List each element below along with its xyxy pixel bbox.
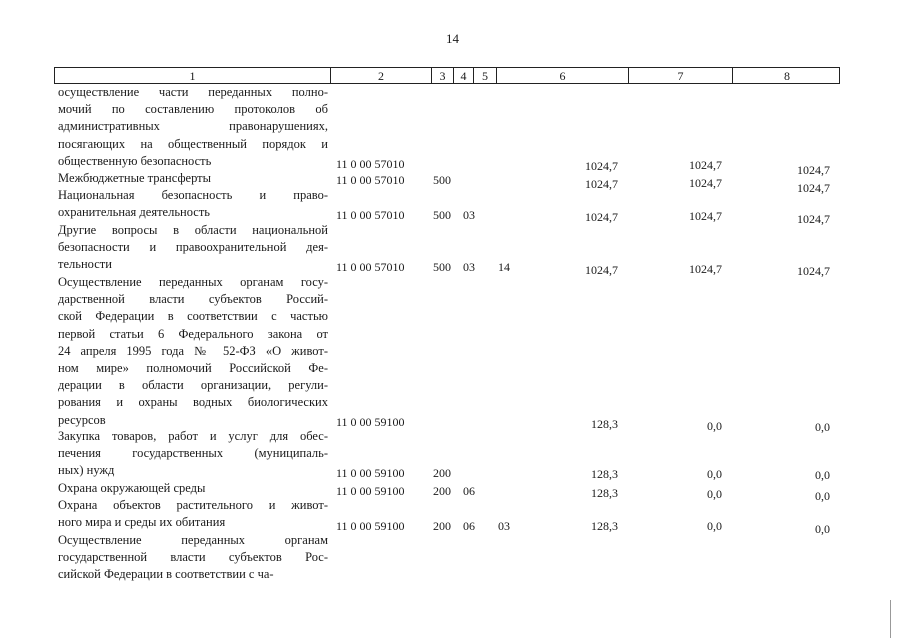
description-line: печения государственных (муниципаль- — [58, 446, 328, 461]
row-description — [58, 532, 328, 584]
description-line: сийской Федерации в соответствии с ча- — [58, 567, 274, 582]
description-line: Охрана объектов растительного и живот- — [58, 498, 328, 512]
description-line: рования и охраны водных биологических — [58, 395, 328, 410]
table-header — [54, 67, 840, 84]
description-line: охранительная деятельность — [58, 205, 210, 220]
amount-col-6: 1024,7 — [585, 263, 618, 277]
description-line: Межбюджетные трансферты — [58, 171, 212, 185]
scan-edge-line — [890, 600, 891, 638]
description-line: Охрана окружающей среды — [58, 481, 206, 495]
amount-col-6: 128,3 — [591, 467, 618, 481]
amount-col-7: 1024,7 — [689, 262, 722, 276]
description-line: посягающих на общественный порядок и — [58, 136, 328, 151]
target-article-code: 11 0 00 59100 — [336, 415, 405, 429]
amount-col-8: 1024,7 — [797, 181, 830, 195]
section-code: 06 — [463, 519, 475, 533]
row-description — [58, 497, 328, 531]
description-line: ного мира и среды их обитания — [58, 515, 226, 530]
amount-col-7: 0,0 — [707, 419, 722, 433]
amount-col-8: 0,0 — [815, 489, 830, 503]
header-col-3: 3 — [432, 68, 454, 83]
row-description — [58, 428, 328, 480]
section-code: 03 — [463, 208, 475, 222]
amount-col-6: 1024,7 — [585, 159, 618, 173]
amount-col-8: 0,0 — [815, 522, 830, 536]
section-code: 03 — [463, 260, 475, 274]
target-article-code: 11 0 00 57010 — [336, 208, 405, 222]
section-code: 06 — [463, 484, 475, 498]
row-description — [58, 170, 328, 187]
amount-col-8: 0,0 — [815, 468, 830, 482]
description-line: осуществление части переданных полно- — [58, 85, 328, 99]
description-line: ской Федерации в соответствии с частью — [58, 309, 328, 324]
expense-type-code: 500 — [433, 260, 451, 274]
amount-col-6: 128,3 — [591, 519, 618, 533]
amount-col-7: 0,0 — [707, 487, 722, 501]
description-line: 24 апреля 1995 года № 52-ФЗ «О живот- — [58, 343, 328, 358]
row-description — [58, 222, 328, 274]
amount-col-6: 1024,7 — [585, 210, 618, 224]
description-line: Другие вопросы в области национальной — [58, 223, 328, 237]
description-line: административных правонарушениях, — [58, 119, 328, 134]
amount-col-6: 1024,7 — [585, 177, 618, 191]
target-article-code: 11 0 00 57010 — [336, 260, 405, 274]
amount-col-7: 0,0 — [707, 519, 722, 533]
description-line: государственной власти субъектов Рос- — [58, 550, 328, 565]
header-col-5: 5 — [474, 68, 497, 83]
description-line: тельности — [58, 257, 112, 272]
amount-col-7: 1024,7 — [689, 176, 722, 190]
description-line: мочий по составлению протоколов об — [58, 102, 328, 117]
description-line: Национальная безопасность и право- — [58, 188, 328, 202]
amount-col-8: 0,0 — [815, 420, 830, 434]
expense-type-code: 200 — [433, 466, 451, 480]
row-description — [58, 480, 328, 497]
description-line: общественную безопасность — [58, 153, 212, 168]
target-article-code: 11 0 00 57010 — [336, 173, 405, 187]
row-description — [58, 274, 328, 429]
description-line: безопасности и правоохранительной дея- — [58, 240, 328, 255]
amount-col-6: 128,3 — [591, 486, 618, 500]
page-number: 14 — [446, 31, 459, 46]
target-article-code: 11 0 00 59100 — [336, 484, 405, 498]
amount-col-8: 1024,7 — [797, 264, 830, 278]
description-line: дарственной власти субъектов Россий- — [58, 292, 328, 307]
header-col-2: 2 — [331, 68, 432, 83]
description-line: Закупка товаров, работ и услуг для обес- — [58, 429, 328, 443]
amount-col-7: 0,0 — [707, 467, 722, 481]
header-col-7: 7 — [629, 68, 733, 83]
description-line: Осуществление переданных органам — [58, 533, 328, 547]
description-line: ресурсов — [58, 412, 106, 427]
description-line: ных) нужд — [58, 463, 115, 478]
target-article-code: 11 0 00 59100 — [336, 466, 405, 480]
description-line: Осуществление переданных органам госу- — [58, 275, 328, 289]
description-line: первой статьи 6 Федерального закона от — [58, 326, 328, 341]
expense-type-code: 500 — [433, 173, 451, 187]
header-col-8: 8 — [784, 69, 790, 83]
amount-col-7: 1024,7 — [689, 158, 722, 172]
subsection-code: 03 — [498, 519, 510, 533]
amount-col-8: 1024,7 — [797, 163, 830, 177]
target-article-code: 11 0 00 59100 — [336, 519, 405, 533]
row-description — [58, 84, 328, 170]
description-line: ном мире» полномочий Российской Фе- — [58, 361, 328, 376]
amount-col-7: 1024,7 — [689, 209, 722, 223]
description-line: дерации в области организации, регули- — [58, 378, 328, 393]
header-col-1: 1 — [55, 68, 331, 83]
amount-col-8: 1024,7 — [797, 212, 830, 226]
expense-type-code: 500 — [433, 208, 451, 222]
expense-type-code: 200 — [433, 519, 451, 533]
header-col-4: 4 — [454, 68, 474, 83]
target-article-code: 11 0 00 57010 — [336, 157, 405, 171]
subsection-code: 14 — [498, 260, 510, 274]
amount-col-6: 128,3 — [591, 417, 618, 431]
expense-type-code: 200 — [433, 484, 451, 498]
header-col-6: 6 — [497, 68, 629, 83]
row-description — [58, 187, 328, 221]
